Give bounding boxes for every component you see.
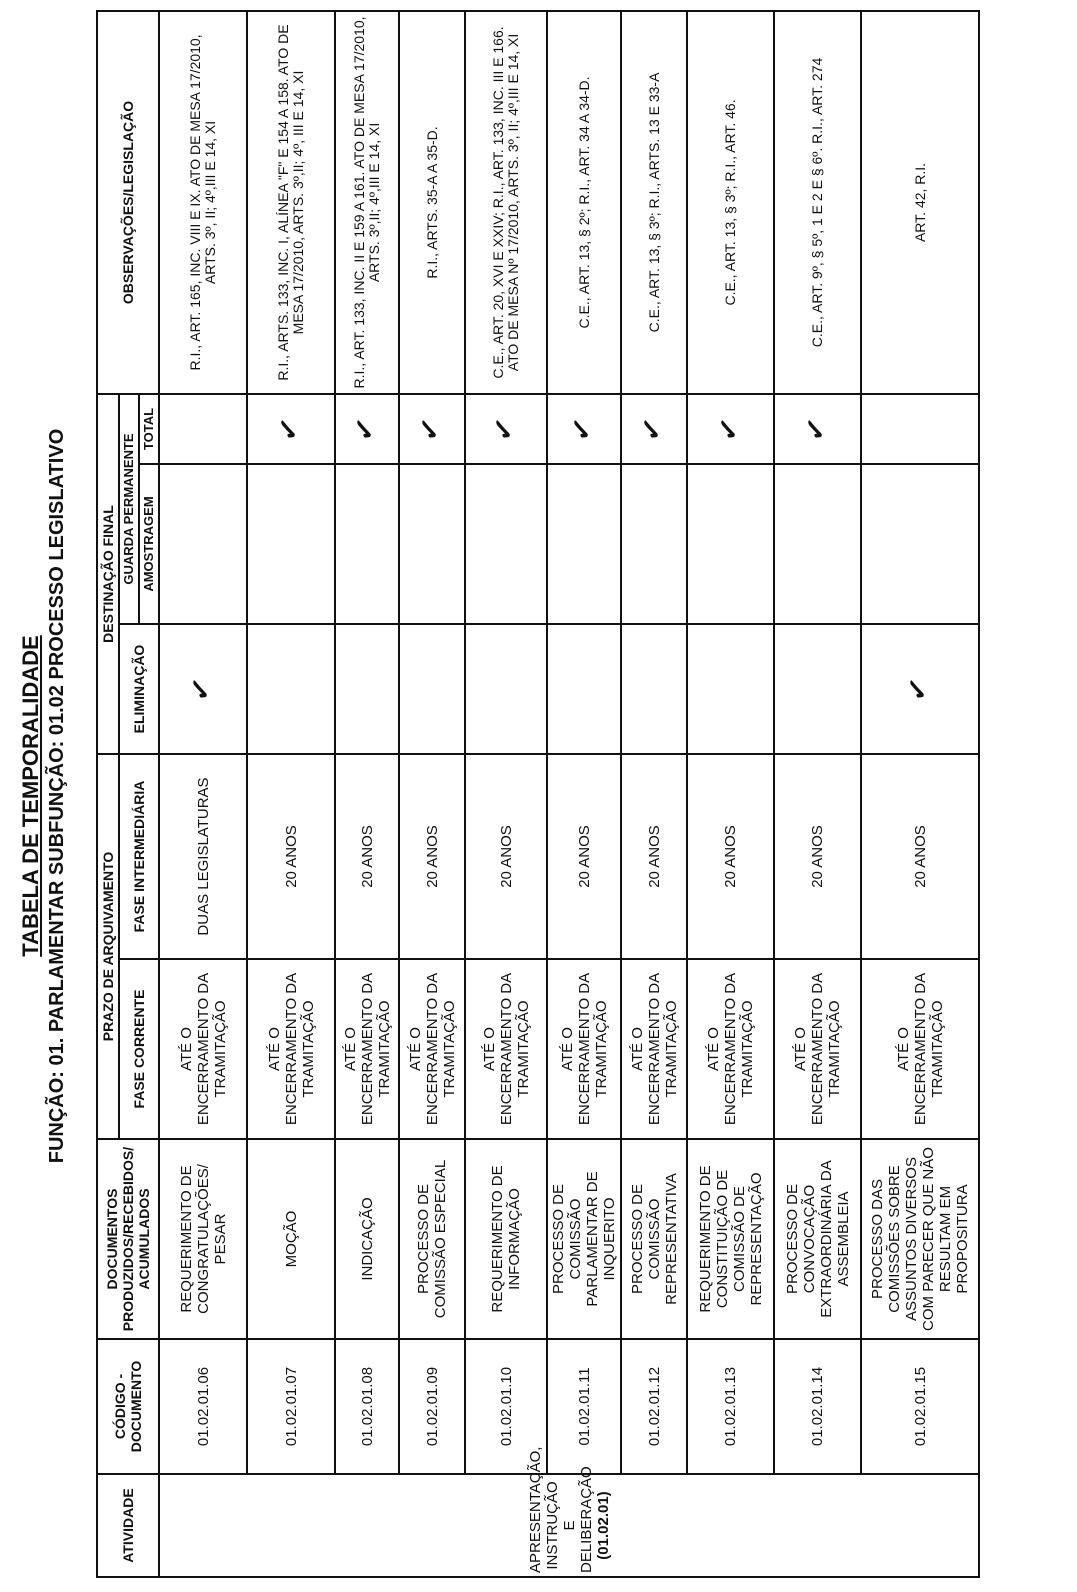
fase-intermediaria-cell: 20 ANOS bbox=[621, 754, 687, 959]
observacoes-cell: C.E., ART. 20, XVI E XXIV; R.I., ART. 133, INC. III E 166. ATO DE MESA Nº 17/2010, ARTS. 3º, II; 4º,III E 14, XI bbox=[465, 11, 547, 394]
fase-corrente-cell: ATÉ O ENCERRAMENTO DA TRAMITAÇÃO bbox=[465, 959, 547, 1139]
observacoes-cell: ART. 42, R.I. bbox=[861, 11, 979, 394]
amostragem-cell bbox=[687, 464, 774, 624]
total-cell bbox=[465, 394, 547, 464]
fase-intermediaria-cell: DUAS LEGISLATURAS bbox=[159, 754, 247, 959]
documento-cell: REQUERIMENTO DE CONSTITUIÇÃO DE COMISSÃO DE REPRESENTAÇÃO bbox=[687, 1139, 774, 1339]
eliminacao-cell bbox=[335, 624, 399, 754]
fase-intermediaria-cell: 20 ANOS bbox=[687, 754, 774, 959]
table-row bbox=[861, 11, 979, 1577]
codigo-cell: 01.02.01.11 bbox=[547, 1339, 621, 1474]
fase-intermediaria-cell: 20 ANOS bbox=[335, 754, 399, 959]
observacoes-cell: R.I., ARTS. 35-A A 35-D. bbox=[399, 11, 465, 394]
codigo-cell: 01.02.01.08 bbox=[335, 1339, 399, 1474]
fase-corrente-cell: ATÉ O ENCERRAMENTO DA TRAMITAÇÃO bbox=[159, 959, 247, 1139]
documento-cell: PROCESSO DE COMISSÃO ESPECIAL bbox=[399, 1139, 465, 1339]
eliminacao-cell bbox=[621, 624, 687, 754]
eliminacao-cell bbox=[159, 624, 247, 754]
documento-cell: PROCESSO DE CONVOCAÇÃO EXTRAORDINÁRIA DA ASSEMBLEIA bbox=[774, 1139, 861, 1339]
eliminacao-cell bbox=[465, 624, 547, 754]
eliminacao-cell bbox=[399, 624, 465, 754]
activity-label: APRESENTAÇÃO, INSTRUÇÃO E DELIBERAÇÃO bbox=[526, 1446, 595, 1573]
amostragem-cell bbox=[774, 464, 861, 624]
codigo-cell: 01.02.01.15 bbox=[861, 1339, 979, 1474]
amostragem-cell bbox=[335, 464, 399, 624]
header-atividade: ATIVIDADE bbox=[97, 1474, 159, 1577]
amostragem-cell bbox=[861, 464, 979, 624]
table-row bbox=[547, 11, 621, 1577]
header-destinacao: DESTINAÇÃO FINAL bbox=[97, 394, 119, 754]
observacoes-cell: R.I., ARTS. 133, INC. I, ALÍNEA "F" E 154 A 158. ATO DE MESA 17/2010, ARTS. 3º,II; 4º, III E 14, XI bbox=[247, 11, 335, 394]
fase-intermediaria-cell: 20 ANOS bbox=[861, 754, 979, 959]
fase-intermediaria-cell: 20 ANOS bbox=[399, 754, 465, 959]
amostragem-cell bbox=[547, 464, 621, 624]
total-cell bbox=[861, 394, 979, 464]
fase-intermediaria-cell: 20 ANOS bbox=[465, 754, 547, 959]
check-mark-icon: ✓ bbox=[899, 674, 936, 704]
table-row bbox=[335, 11, 399, 1577]
check-mark-icon: ✓ bbox=[346, 414, 383, 444]
eliminacao-cell bbox=[247, 624, 335, 754]
header-guarda-permanente: GUARDA PERMANENTE bbox=[119, 394, 139, 624]
eliminacao-cell bbox=[861, 624, 979, 754]
total-cell bbox=[247, 394, 335, 464]
documento-cell: REQUERIMENTO DE INFORMAÇÃO bbox=[465, 1139, 547, 1339]
table-row bbox=[621, 11, 687, 1577]
documento-cell: PROCESSO DAS COMISSÕES SOBRE ASSUNTOS DIVERSOS COM PARECER QUE NÃO RESULTAM EM PROPOSITURA bbox=[861, 1139, 979, 1339]
header-observacoes: OBSERVAÇÕES/LEGISLAÇÃO bbox=[97, 11, 159, 394]
codigo-cell: 01.02.01.07 bbox=[247, 1339, 335, 1474]
fase-intermediaria-cell: 20 ANOS bbox=[247, 754, 335, 959]
temporality-table bbox=[96, 10, 980, 1578]
fase-corrente-cell: ATÉ O ENCERRAMENTO DA TRAMITAÇÃO bbox=[687, 959, 774, 1139]
fase-corrente-cell: ATÉ O ENCERRAMENTO DA TRAMITAÇÃO bbox=[335, 959, 399, 1139]
observacoes-cell: R.I., ART. 133, INC. II E 159 A 161. ATO DE MESA 17/2010, ARTS. 3º,II; 4º,III E 14, XI bbox=[335, 11, 399, 394]
check-mark-icon: ✓ bbox=[710, 414, 746, 444]
documento-cell: MOÇÃO bbox=[247, 1139, 335, 1339]
amostragem-cell bbox=[159, 464, 247, 624]
table-row bbox=[399, 11, 465, 1577]
codigo-cell: 01.02.01.12 bbox=[621, 1339, 687, 1474]
amostragem-cell bbox=[399, 464, 465, 624]
codigo-cell: 01.02.01.10 bbox=[465, 1339, 547, 1474]
check-mark-icon: ✓ bbox=[797, 414, 833, 444]
fase-corrente-cell: ATÉ O ENCERRAMENTO DA TRAMITAÇÃO bbox=[399, 959, 465, 1139]
total-cell bbox=[774, 394, 861, 464]
header-fase-corrente: FASE CORRENTE bbox=[119, 959, 159, 1139]
documento-cell: PROCESSO DE COMISSÃO PARLAMENTAR DE INQUERITO bbox=[547, 1139, 621, 1339]
observacoes-cell: C.E., ART. 13, § 2º; R.I., ART. 34 A 34-D. bbox=[547, 11, 621, 394]
activity-cell bbox=[159, 1446, 979, 1577]
page-title: TABELA DE TEMPORALIDADE bbox=[18, 635, 43, 957]
header-codigo: CÓDIGO - DOCUMENTO bbox=[97, 1339, 159, 1474]
header-prazo: PRAZO DE ARQUIVAMENTO bbox=[97, 754, 119, 1139]
documento-cell: PROCESSO DE COMISSÃO REPRESENTATIVA bbox=[621, 1139, 687, 1339]
page-subtitle: FUNÇÃO: 01. PARLAMENTAR SUBFUNÇÃO: 01.02 PROCESSO LEGISLATIVO bbox=[46, 428, 68, 1164]
header-documentos: DOCUMENTOS PRODUZIDOS/RECEBIDOS/ ACUMULADOS bbox=[97, 1139, 159, 1339]
total-cell bbox=[159, 394, 247, 464]
table-row bbox=[774, 11, 861, 1577]
codigo-cell: 01.02.01.14 bbox=[774, 1339, 861, 1474]
header-eliminacao: ELIMINAÇÃO bbox=[119, 624, 159, 754]
documento-cell: INDICAÇÃO bbox=[335, 1139, 399, 1339]
codigo-cell: 01.02.01.06 bbox=[159, 1339, 247, 1474]
eliminacao-cell bbox=[547, 624, 621, 754]
observacoes-cell: C.E., ART. 13, § 3º; R.I., ARTS. 13 E 33-A bbox=[621, 11, 687, 394]
fase-corrente-cell: ATÉ O ENCERRAMENTO DA TRAMITAÇÃO bbox=[861, 959, 979, 1139]
header-amostragem: AMOSTRAGEM bbox=[139, 464, 159, 624]
check-mark-icon: ✓ bbox=[633, 414, 670, 444]
check-mark-icon: ✓ bbox=[270, 414, 307, 444]
fase-corrente-cell: ATÉ O ENCERRAMENTO DA TRAMITAÇÃO bbox=[621, 959, 687, 1139]
table-body bbox=[159, 11, 979, 1577]
documento-cell: REQUERIMENTO DE CONGRATULAÇÕES/ PESAR bbox=[159, 1139, 247, 1339]
check-mark-icon: ✓ bbox=[411, 414, 448, 444]
fase-corrente-cell: ATÉ O ENCERRAMENTO DA TRAMITAÇÃO bbox=[247, 959, 335, 1139]
fase-intermediaria-cell: 20 ANOS bbox=[547, 754, 621, 959]
total-cell bbox=[621, 394, 687, 464]
check-mark-icon: ✓ bbox=[485, 414, 522, 444]
table-row bbox=[247, 11, 335, 1577]
amostragem-cell bbox=[465, 464, 547, 624]
fase-corrente-cell: ATÉ O ENCERRAMENTO DA TRAMITAÇÃO bbox=[547, 959, 621, 1139]
amostragem-cell bbox=[621, 464, 687, 624]
table-row bbox=[687, 11, 774, 1577]
codigo-cell: 01.02.01.13 bbox=[687, 1339, 774, 1474]
observacoes-cell: C.E., ART. 9º, § 5º, 1 E 2 E § 6º. R.I., ART. 274 bbox=[774, 11, 861, 394]
eliminacao-cell bbox=[687, 624, 774, 754]
fase-corrente-cell: ATÉ O ENCERRAMENTO DA TRAMITAÇÃO bbox=[774, 959, 861, 1139]
eliminacao-cell bbox=[774, 624, 861, 754]
check-mark-icon: ✓ bbox=[563, 414, 600, 444]
total-cell bbox=[335, 394, 399, 464]
total-cell bbox=[547, 394, 621, 464]
title-block bbox=[18, 0, 70, 1592]
amostragem-cell bbox=[247, 464, 335, 624]
observacoes-cell: C.E., ART. 13, § 3º; R.I., ART. 46. bbox=[687, 11, 774, 394]
total-cell bbox=[399, 394, 465, 464]
header-total: TOTAL bbox=[139, 394, 159, 464]
check-mark-icon: ✓ bbox=[182, 674, 219, 704]
fase-intermediaria-cell: 20 ANOS bbox=[774, 754, 861, 959]
codigo-cell: 01.02.01.09 bbox=[399, 1339, 465, 1474]
table-row bbox=[159, 11, 247, 1577]
activity-code: (01.02.01) bbox=[594, 1491, 612, 1560]
total-cell bbox=[687, 394, 774, 464]
table-row bbox=[465, 11, 547, 1577]
observacoes-cell: R.I., ART. 165, INC. VIII E IX. ATO DE MESA 17/2010, ARTS. 3º, II; 4º,III E 14, XI bbox=[159, 11, 247, 394]
header-fase-intermediaria: FASE INTERMEDIÁRIA bbox=[119, 754, 159, 959]
